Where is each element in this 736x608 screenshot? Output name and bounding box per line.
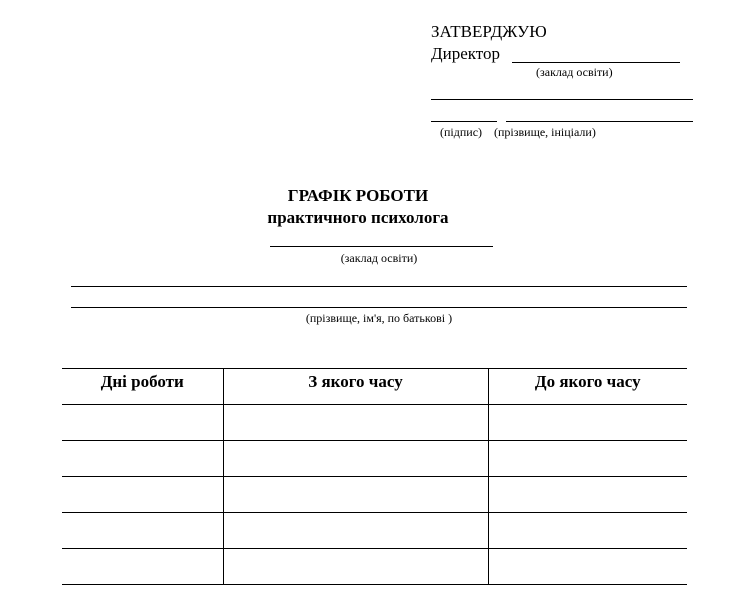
director-label: Директор (431, 44, 500, 63)
table-row (62, 513, 687, 549)
table-cell[interactable] (488, 405, 687, 441)
director-institution-caption: (заклад освіти) (536, 65, 613, 79)
table-row (62, 549, 687, 585)
schedule-table (62, 368, 687, 585)
table-cell[interactable] (488, 513, 687, 549)
table-cell[interactable] (62, 549, 223, 585)
director-institution-line (512, 62, 680, 63)
name-initials-caption: (прізвище, ініціали) (494, 125, 596, 139)
document-subtitle: практичного психолога (267, 208, 449, 227)
table-header-row (62, 369, 687, 405)
fullname-caption: (прізвище, ім'я, по батькові ) (305, 311, 453, 325)
table-cell[interactable] (62, 513, 223, 549)
table-row (62, 477, 687, 513)
document-title: ГРАФІК РОБОТИ (287, 186, 429, 205)
table-cell[interactable] (488, 549, 687, 585)
header-from-time: З якого часу (223, 369, 488, 405)
table-row (62, 441, 687, 477)
table-cell[interactable] (488, 477, 687, 513)
institution-caption: (заклад освіти) (340, 251, 418, 265)
institution-line (270, 246, 493, 247)
table-cell[interactable] (223, 549, 488, 585)
approval-heading: ЗАТВЕРДЖУЮ (431, 22, 547, 41)
table-cell[interactable] (62, 405, 223, 441)
table-cell[interactable] (223, 477, 488, 513)
table-cell[interactable] (488, 441, 687, 477)
table-row (62, 405, 687, 441)
signature-caption: (підпис) (440, 125, 483, 139)
approval-extra-line (431, 99, 693, 100)
name-initials-line (506, 121, 693, 122)
table-cell[interactable] (62, 441, 223, 477)
fullname-line-2 (71, 307, 687, 308)
table-cell[interactable] (62, 477, 223, 513)
table-cell[interactable] (223, 513, 488, 549)
table-cell[interactable] (223, 441, 488, 477)
header-work-days: Дні роботи (62, 369, 223, 405)
table-cell[interactable] (223, 405, 488, 441)
fullname-line-1 (71, 286, 687, 287)
header-to-time: До якого часу (488, 369, 687, 405)
signature-line (431, 121, 497, 122)
